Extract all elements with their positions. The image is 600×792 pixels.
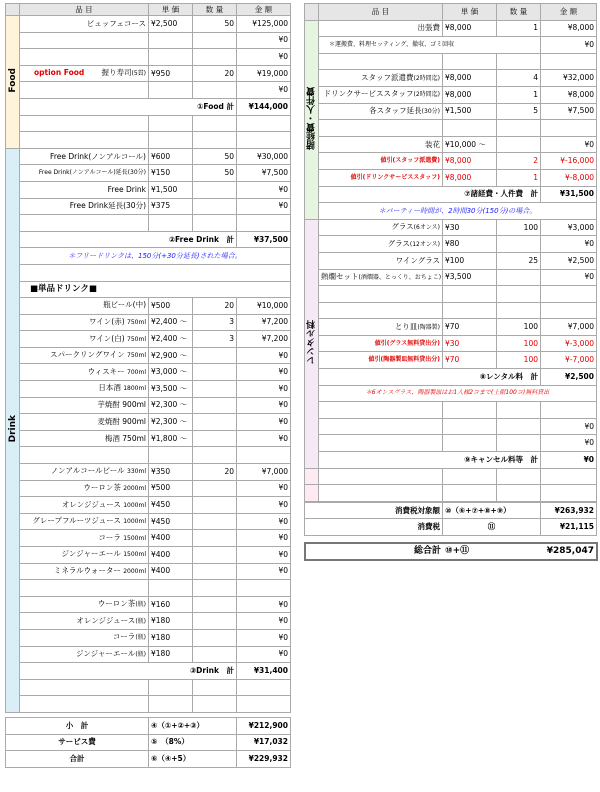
header-price: 単 価 bbox=[149, 4, 193, 16]
rental-row: とり皿(陶器製) ¥70 100 ¥7,000 bbox=[305, 319, 597, 336]
soft-drink-row: グレープフルーツジュース 1000ml ¥450 ¥0 bbox=[6, 513, 291, 530]
food-total-label: ①Food 計 bbox=[20, 98, 237, 115]
bottle-drink-row: ジンジャーエール(瓶) ¥180 ¥0 bbox=[6, 646, 291, 663]
discount-row: 値引(グラス無料貸出分) ¥30 100 ¥-3,000 bbox=[305, 335, 597, 352]
travel-note-row: ＊運搬費、料理セッティング、撤収、ゴミ回収 ¥0 bbox=[305, 37, 597, 54]
food-row: ¥0 bbox=[6, 32, 291, 49]
right-estimate-table: 品 目 単 価 数 量 金 額 諸経費・人件費 出張費 ¥8,000 1 ¥8,000 ＊運搬費、料理セッティング、撤収、ゴミ回収 ¥0 スタッフ派遣費(2時間迄) ¥8,000 4 ¥32,000 ドリンクサービススタッフ(2時間迄) ¥8,000 1 ¥8,000 各スタッフ延長(30分) ¥1,500 5 ¥7,500 装花 ¥10,000 ～ ¥0 値引(スタッフ派遣費) ¥8,000 2 ¥-16,000 値引(ドリンクサービススタッフ) ¥8,000 1 ¥-8,000 ⑦諸経費・人件費 計 ¥31,500 ＊パーティー時間が、2時間30分(150分)の場合。 レンタル料 グラス(6オンス) ¥30 100 ¥3,000 グラス(12オンス) ¥80 ¥0 ワイングラス ¥100 25 ¥2,500 熱燗セット(酒燗器、とっくり、おちょこ) ¥3,500 ¥0 とり皿(陶器製) ¥70 100 ¥7,000 値引(グラス無料貸出分) ¥30 100 ¥-3,000 値引(陶器製皿無料貸出分) ¥70 100 ¥-7,000 ⑧レンタル料 計 ¥2,500 ＊6オンスグラス、陶器製皿はお1人様2コまで(上限100コ)無料貸出 ¥0 ¥0 ⑨キャンセル料等 計 ¥0 消費税対象額 ⑩（⑥+⑦+⑧+⑨） ¥263,932 消費税 ⑪ ¥21,115 総合計 ⑩+⑪ ¥285,047 bbox=[304, 3, 596, 561]
drink-row: Free Drink ¥1,500 ¥0 bbox=[6, 181, 291, 198]
single-drink-row: 芋焼酎 900ml ¥2,300 ～ ¥0 bbox=[6, 397, 291, 414]
food-total-row bbox=[6, 98, 291, 115]
single-drink-row: 梅酒 750ml ¥1,800 ～ ¥0 bbox=[6, 430, 291, 447]
drink-total-row: ③Drink 計 ¥31,400 bbox=[6, 663, 291, 680]
rental-row: レンタル料 グラス(6オンス) ¥30 100 ¥3,000 bbox=[305, 219, 597, 236]
header-amount: 金 額 bbox=[237, 4, 291, 16]
staff-row: ドリンクサービススタッフ(2時間迄) ¥8,000 1 ¥8,000 bbox=[305, 86, 597, 103]
grand-total-row: 総合計 ⑩+⑪ ¥285,047 bbox=[413, 546, 594, 557]
tax-row: 消費税 ⑪ ¥21,115 bbox=[305, 519, 597, 536]
food-total-amount: ¥144,000 bbox=[237, 98, 291, 115]
food-section-label: Food bbox=[6, 16, 20, 149]
freedrink-note-row: ＊フリードリンクは、150分(+30分延長)された場合。 bbox=[6, 248, 291, 265]
rental-section-label: レンタル料 bbox=[305, 219, 319, 468]
bottle-drink-row: コーラ(瓶) ¥180 ¥0 bbox=[6, 629, 291, 646]
rental-row: グラス(12オンス) ¥80 ¥0 bbox=[305, 236, 597, 253]
expenses-section-label: 諸経費・人件費 bbox=[305, 20, 319, 219]
service-fee-row: サービス費 ⑤ （8%） ¥17,032 bbox=[6, 734, 291, 751]
drink-row: Free Drink(ノンアルコール)延長(30分) ¥150 50 ¥7,500 bbox=[6, 165, 291, 182]
rental-row: ワイングラス ¥100 25 ¥2,500 bbox=[305, 252, 597, 269]
flower-row: 装花 ¥10,000 ～ ¥0 bbox=[305, 136, 597, 153]
single-drink-row: ウィスキー 700ml ¥3,000 ～ ¥0 bbox=[6, 364, 291, 381]
single-drink-row: ワイン(白) 750ml ¥2,400 ～ 3 ¥7,200 bbox=[6, 331, 291, 348]
rental-total-row: ⑧レンタル料 計 ¥2,500 bbox=[305, 369, 597, 386]
drink-row: Free Drink延長(30分) ¥375 ¥0 bbox=[6, 198, 291, 215]
soft-drink-row: ジンジャーエール 1500ml ¥400 ¥0 bbox=[6, 547, 291, 564]
rental-note-row: ＊6オンスグラス、陶器製皿はお1人様2コまで(上限100コ)無料貸出 bbox=[305, 385, 597, 402]
single-drink-row: ワイン(赤) 750ml ¥2,400 ～ 3 ¥7,200 bbox=[6, 314, 291, 331]
discount-row: 値引(陶器製皿無料貸出分) ¥70 100 ¥-7,000 bbox=[305, 352, 597, 369]
food-row: ¥0 bbox=[6, 49, 291, 66]
drink-section-label: Drink bbox=[6, 148, 20, 712]
header-qty: 数 量 bbox=[193, 4, 237, 16]
travel-fee-row: 諸経費・人件費 出張費 ¥8,000 1 ¥8,000 bbox=[305, 20, 597, 37]
staff-row: 各スタッフ延長(30分) ¥1,500 5 ¥7,500 bbox=[305, 103, 597, 120]
rental-row: 熱燗セット(酒燗器、とっくり、おちょこ) ¥3,500 ¥0 bbox=[305, 269, 597, 286]
soft-drink-row: ウーロン茶 2000ml ¥500 ¥0 bbox=[6, 480, 291, 497]
expenses-total-row: ⑦諸経費・人件費 計 ¥31,500 bbox=[305, 186, 597, 203]
bottle-drink-row: ウーロン茶(瓶) ¥160 ¥0 bbox=[6, 596, 291, 613]
expenses-note-row: ＊パーティー時間が、2時間30分(150分)の場合。 bbox=[305, 203, 597, 220]
drink-row: Drink Free Drink(ノンアルコール) ¥600 50 ¥30,000 bbox=[6, 148, 291, 165]
single-drink-row: スパークリングワイン 750ml ¥2,900 ～ ¥0 bbox=[6, 347, 291, 364]
taxable-row: 消費税対象額 ⑩（⑥+⑦+⑧+⑨） ¥263,932 bbox=[305, 502, 597, 519]
single-drink-title-row: ■単品ドリンク■ bbox=[6, 281, 291, 298]
cancel-total-row: ⑨キャンセル料等 計 ¥0 bbox=[305, 452, 597, 469]
right-header-row: 品 目 単 価 数 量 金 額 bbox=[305, 4, 597, 21]
total-row: 合計 ⑥（④+5） ¥229,932 bbox=[6, 751, 291, 768]
discount-row: 値引(ドリンクサービススタッフ) ¥8,000 1 ¥-8,000 bbox=[305, 169, 597, 186]
staff-row: スタッフ派遣費(2時間迄) ¥8,000 4 ¥32,000 bbox=[305, 70, 597, 87]
header-item: 品 目 bbox=[20, 4, 149, 16]
food-row: ¥0 bbox=[6, 82, 291, 99]
soft-drink-row: ノンアルコールビール 330ml ¥350 20 ¥7,000 bbox=[6, 464, 291, 481]
food-row: Food ビュッフェコース ¥2,500 50 ¥125,000 bbox=[6, 16, 291, 33]
discount-row: 値引(スタッフ派遣費) ¥8,000 2 ¥-16,000 bbox=[305, 153, 597, 170]
option-food-row: option Food 握り寿司(5貫) ¥950 20 ¥19,000 bbox=[6, 65, 291, 82]
freedrink-total-row: ②Free Drink 計 ¥37,500 bbox=[6, 231, 291, 248]
soft-drink-row: ミネラルウォーター 2000ml ¥400 ¥0 bbox=[6, 563, 291, 580]
bottle-drink-row: オレンジジュース(瓶) ¥180 ¥0 bbox=[6, 613, 291, 630]
left-header-row bbox=[6, 4, 291, 16]
option-food-tag: option Food bbox=[34, 68, 85, 78]
soft-drink-row: オレンジジュース 1000ml ¥450 ¥0 bbox=[6, 497, 291, 514]
subtotal-row: 小 計 ④（①+②+③） ¥212,900 bbox=[6, 717, 291, 734]
single-drink-row: 日本酒 1800ml ¥3,500 ～ ¥0 bbox=[6, 381, 291, 398]
soft-drink-row: コーラ 1500ml ¥400 ¥0 bbox=[6, 530, 291, 547]
single-drink-row: 麦焼酎 900ml ¥2,300 ～ ¥0 bbox=[6, 414, 291, 431]
left-estimate-table bbox=[5, 3, 290, 768]
single-drink-row: 瓶ビール(中) ¥500 20 ¥10,000 bbox=[6, 298, 291, 315]
